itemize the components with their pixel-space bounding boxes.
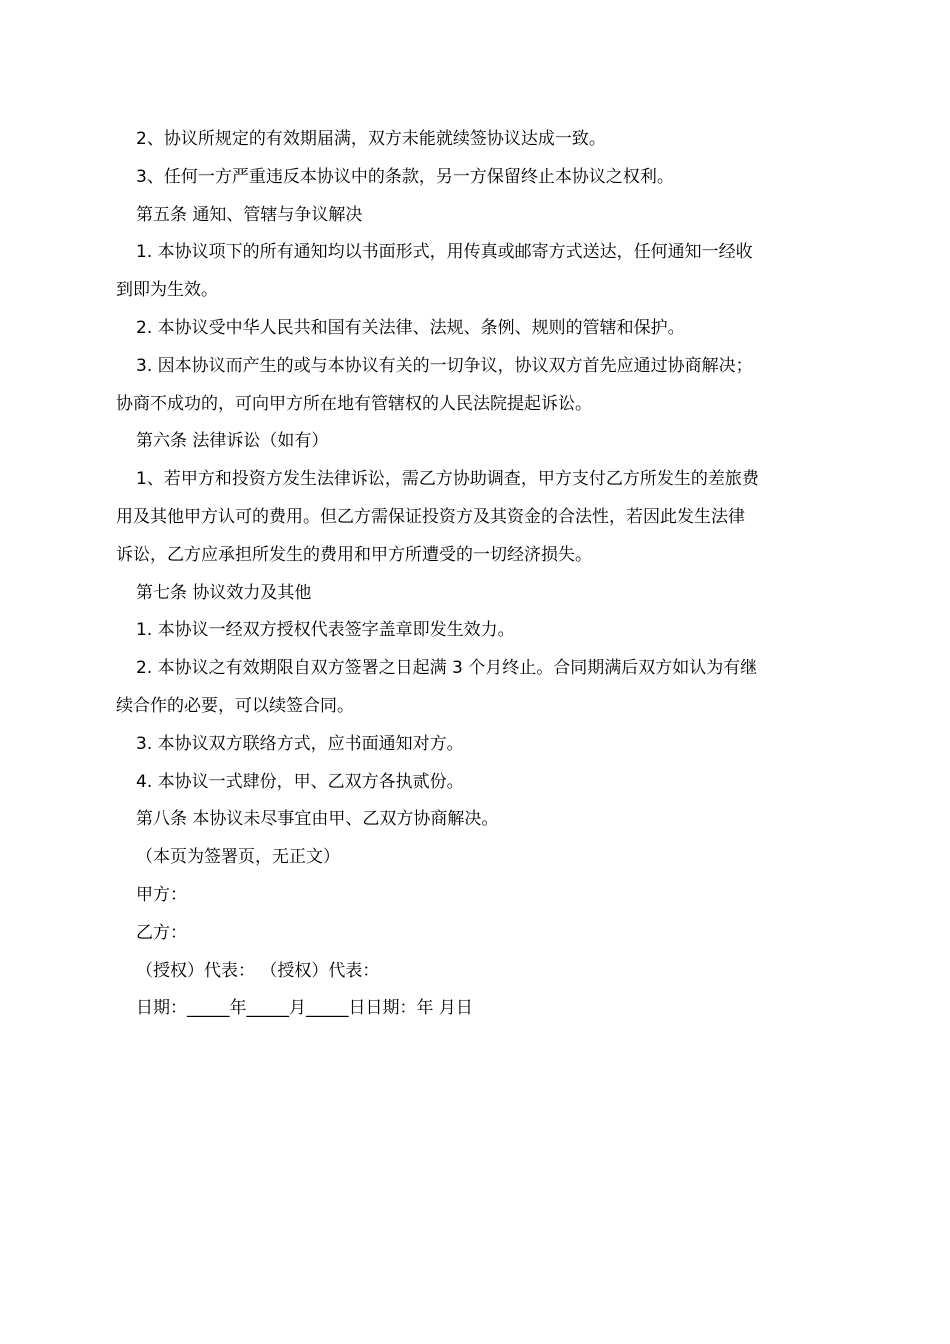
article-5-item-3-cont: 协商不成功的，可向甲方所在地有管辖权的人民法院提起诉讼。 — [116, 393, 592, 414]
article-5-heading: 第五条 通知、管辖与争议解决 — [136, 204, 363, 225]
clause-4-item-2: 2、协议所规定的有效期届满，双方未能就续签协议达成一致。 — [136, 129, 606, 149]
article-7-item-4: 4. 本协议一式肆份，甲、乙双方各执贰份。 — [136, 771, 464, 792]
article-5-item-3: 3. 因本协议而产生的或与本协议有关的一切争议，协议双方首先应通过协商解决； — [136, 355, 753, 376]
article-7-heading: 第七条 协议效力及其他 — [136, 582, 312, 603]
article-6-item-1: 1、若甲方和投资方发生法律诉讼，需乙方协助调查，甲方支付乙方所发生的差旅费 — [136, 469, 759, 490]
party-b-label: 乙方： — [136, 922, 187, 943]
article-6-heading: 第六条 法律诉讼（如有） — [136, 431, 329, 452]
article-6-item-1-cont-a: 用及其他甲方认可的费用。但乙方需保证投资方及其资金的合法性，若因此发生法律 — [116, 506, 745, 527]
article-7-item-1: 1. 本协议一经双方授权代表签字盖章即发生效力。 — [136, 620, 515, 641]
party-a-label: 甲方： — [136, 884, 187, 905]
article-7-item-2-cont: 续合作的必要，可以续签合同。 — [116, 695, 354, 716]
article-8: 第八条 本协议未尽事宜由甲、乙双方协商解决。 — [136, 809, 499, 830]
article-7-item-3: 3. 本协议双方联络方式，应书面通知对方。 — [136, 733, 464, 754]
signature-page-note: （本页为签署页，无正文） — [136, 847, 340, 868]
article-5-item-1: 1. 本协议项下的所有通知均以书面形式，用传真或邮寄方式送达，任何通知一经收 — [136, 242, 753, 263]
clause-4-item-3: 3、任何一方严重违反本协议中的条款，另一方保留终止本协议之权利。 — [136, 166, 674, 187]
date-line: 日期：_____年_____月_____日日期：年 月日 — [136, 998, 473, 1019]
document-body — [116, 121, 840, 1028]
article-7-item-2: 2. 本协议之有效期限自双方签署之日起满 3 个月终止。合同期满后双方如认为有继 — [136, 658, 758, 679]
article-5-item-1-cont: 到即为生效。 — [116, 280, 218, 301]
representatives-label: （授权）代表： （授权）代表： — [136, 960, 380, 981]
article-5-item-2: 2. 本协议受中华人民共和国有关法律、法规、条例、规则的管辖和保护。 — [136, 317, 685, 338]
article-6-item-1-cont-b: 诉讼，乙方应承担所发生的费用和甲方所遭受的一切经济损失。 — [116, 544, 592, 565]
